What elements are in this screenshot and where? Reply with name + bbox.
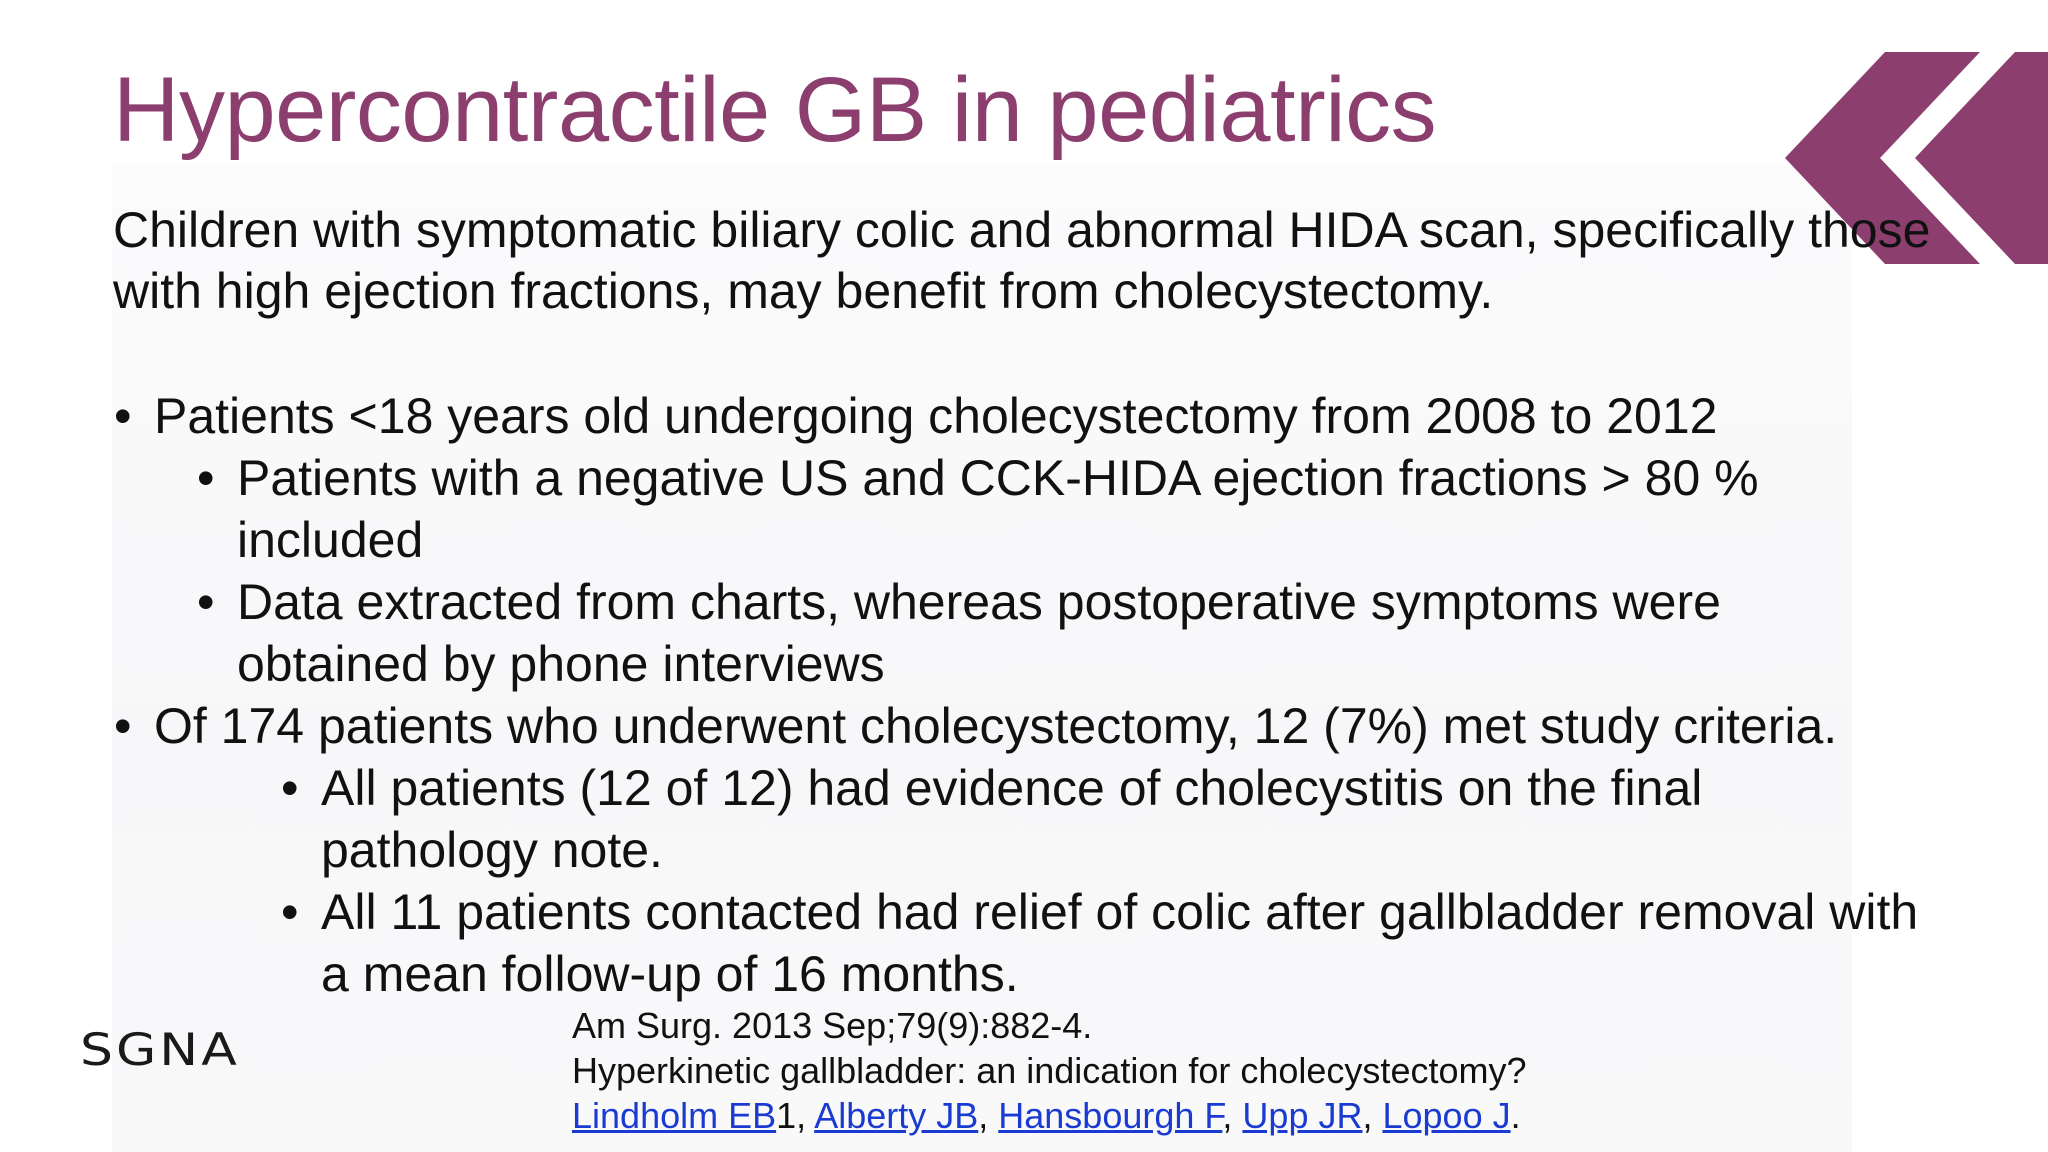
author-link[interactable]: Alberty JB [814,1095,979,1136]
bullet-1-sub-2-text: Data extracted from charts, whereas postoperative symptoms were obtained by phone interviews [237,574,1721,692]
author-separator: , [1222,1095,1243,1136]
sgna-logo: SGNA [80,1025,240,1076]
bullet-2-sub-2 [281,881,1921,1005]
citation-end: . [1510,1095,1521,1136]
bullet-2-text: Of 174 patients who underwent cholecystectomy, 12 (7%) met study criteria. [154,698,1838,754]
bullet-1-sub-2 [197,571,1857,695]
author-separator: , [796,1095,815,1136]
bullet-1-text: Patients <18 years old undergoing cholecystectomy from 2008 to 2012 [154,388,1718,444]
bullet-marker: • [281,760,299,816]
bullet-2-sub-1 [281,757,1901,881]
bullet-1-sub-1 [197,447,1857,571]
intro-text: Children with symptomatic biliary colic and abnormal HIDA scan, specifically those with high ejection fractions, may benefit from cholecystectomy. [113,202,1931,319]
bullet-marker: • [197,450,215,506]
slide-title: Hypercontractile GB in pediatrics [113,59,1437,161]
bullet-marker: • [281,884,299,940]
author-separator: , [1362,1095,1383,1136]
citation-journal: Am Surg. 2013 Sep;79(9):882-4. [572,1005,1093,1046]
citation-authors [572,1093,1527,1138]
bullet-2 [114,695,1954,757]
author-link[interactable]: Lopoo J [1382,1095,1511,1136]
affiliation-mark: 1 [776,1095,797,1136]
citation-article-title: Hyperkinetic gallbladder: an indication for cholecystectomy? [572,1050,1527,1091]
bullet-2-sub-2-text: All 11 patients contacted had relief of colic after gallbladder removal with a mean follow-up of 16 months. [321,884,1919,1002]
author-link[interactable]: Lindholm EB [572,1095,777,1136]
citation [572,1003,1527,1138]
author-link[interactable]: Upp JR [1242,1095,1363,1136]
bullet-marker: • [197,574,215,630]
bullet-marker: • [114,698,132,754]
author-separator: , [978,1095,999,1136]
bullet-marker: • [114,388,132,444]
bullet-2-sub-1-text: All patients (12 of 12) had evidence of cholecystitis on the final pathology note. [321,760,1703,878]
author-link[interactable]: Hansbourgh F [998,1095,1223,1136]
bullet-1 [114,385,1914,447]
bullet-1-sub-1-text: Patients with a negative US and CCK-HIDA ejection fractions > 80 % included [237,450,1759,568]
